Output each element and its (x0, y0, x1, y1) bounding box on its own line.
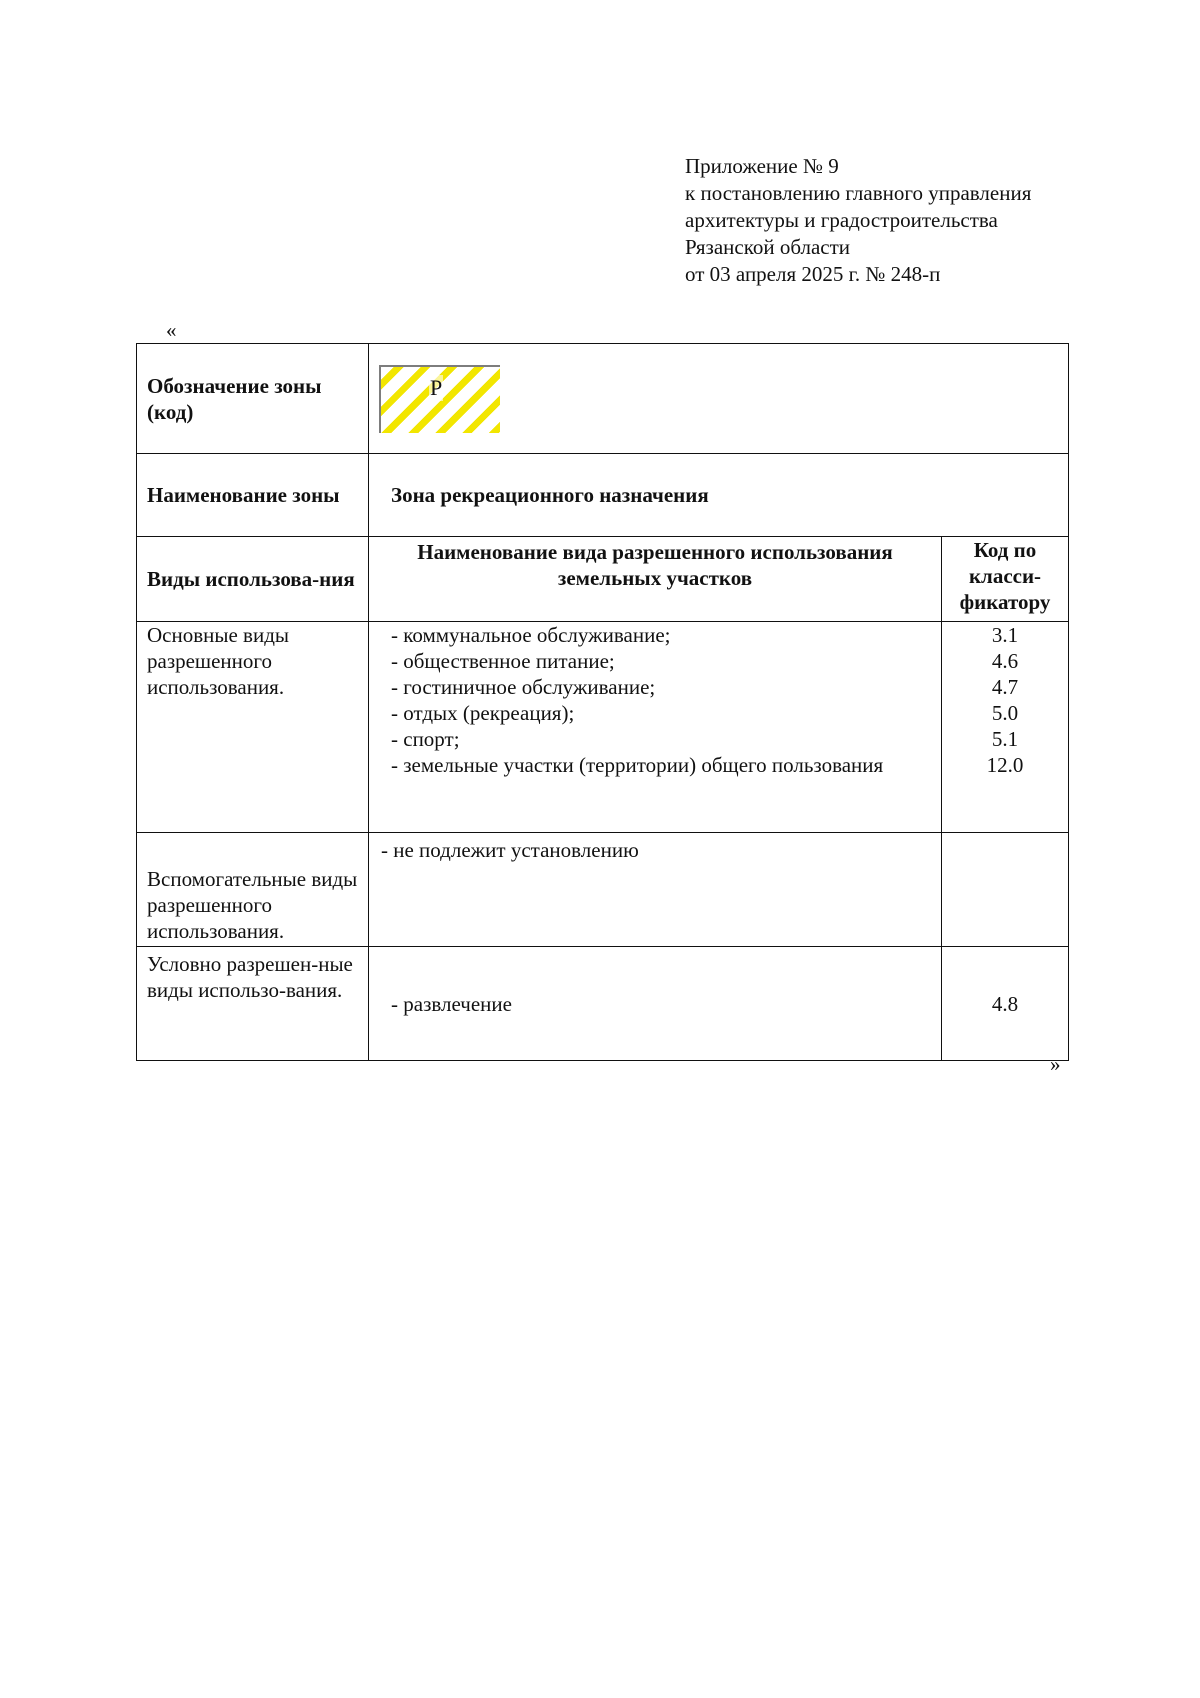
use-types-label: Виды использова-ния (137, 537, 369, 622)
auxiliary-uses-value: - не подлежит установлению (369, 833, 942, 947)
table-row (137, 833, 1069, 947)
table-row (137, 947, 1069, 1061)
table-row (137, 344, 1069, 454)
main-uses-list-cell (369, 622, 942, 833)
classifier-code: 12.0 (986, 753, 1024, 777)
classifier-code: 3.1 (991, 623, 1019, 647)
appendix-line: архитектуры и градостроительства (685, 208, 998, 232)
zone-code-label: Обозначение зоны (код) (137, 344, 369, 454)
use-name-header: Наименование вида разрешенного использования земельных участков (369, 537, 942, 622)
classifier-code: 5.1 (991, 727, 1019, 751)
conditional-uses-label: Условно разрешен-ные виды использо-вания. (137, 947, 369, 1061)
zone-code-symbol: Р (430, 374, 443, 400)
main-uses-label: Основные виды разрешенного использования. (137, 622, 369, 833)
classifier-code: 4.7 (991, 675, 1019, 699)
main-uses-list (391, 622, 931, 778)
zone-code-cell (369, 344, 1069, 454)
list-item: - спорт; (391, 727, 460, 751)
conditional-uses-value: - развлечение (369, 947, 942, 1061)
zone-table (136, 343, 1069, 1061)
zone-hatch-swatch (379, 365, 500, 433)
closing-quote: » (1050, 1052, 1061, 1076)
code-header: Код по класси-фикатору (942, 537, 1069, 622)
list-item: - общественное питание; (391, 649, 615, 673)
conditional-uses-code: 4.8 (942, 947, 1069, 1061)
list-item: - отдых (рекреация); (391, 701, 575, 725)
opening-quote: « (166, 318, 177, 342)
appendix-line: к постановлению главного управления (685, 181, 1032, 205)
classifier-code: 4.6 (991, 649, 1019, 673)
table-row (137, 537, 1069, 622)
appendix-number: Приложение № 9 (685, 154, 839, 178)
auxiliary-uses-label: Вспомогательные виды разрешенного использования. (137, 833, 369, 947)
appendix-header (685, 153, 1031, 288)
list-item: - земельные участки (территории) общего пользования (391, 753, 884, 777)
appendix-line: Рязанской области (685, 235, 851, 259)
auxiliary-uses-code (942, 833, 1069, 947)
list-item: - коммунальное обслуживание; (391, 623, 671, 647)
classifier-code: 5.0 (991, 701, 1019, 725)
table-row (137, 454, 1069, 537)
list-item: - гостиничное обслуживание; (391, 675, 656, 699)
zone-name-value: Зона рекреационного назначения (369, 454, 1069, 537)
main-uses-codes (942, 622, 1069, 833)
zone-name-label: Наименование зоны (137, 454, 369, 537)
appendix-date: от 03 апреля 2025 г. № 248-п (685, 262, 941, 286)
table-row (137, 622, 1069, 833)
